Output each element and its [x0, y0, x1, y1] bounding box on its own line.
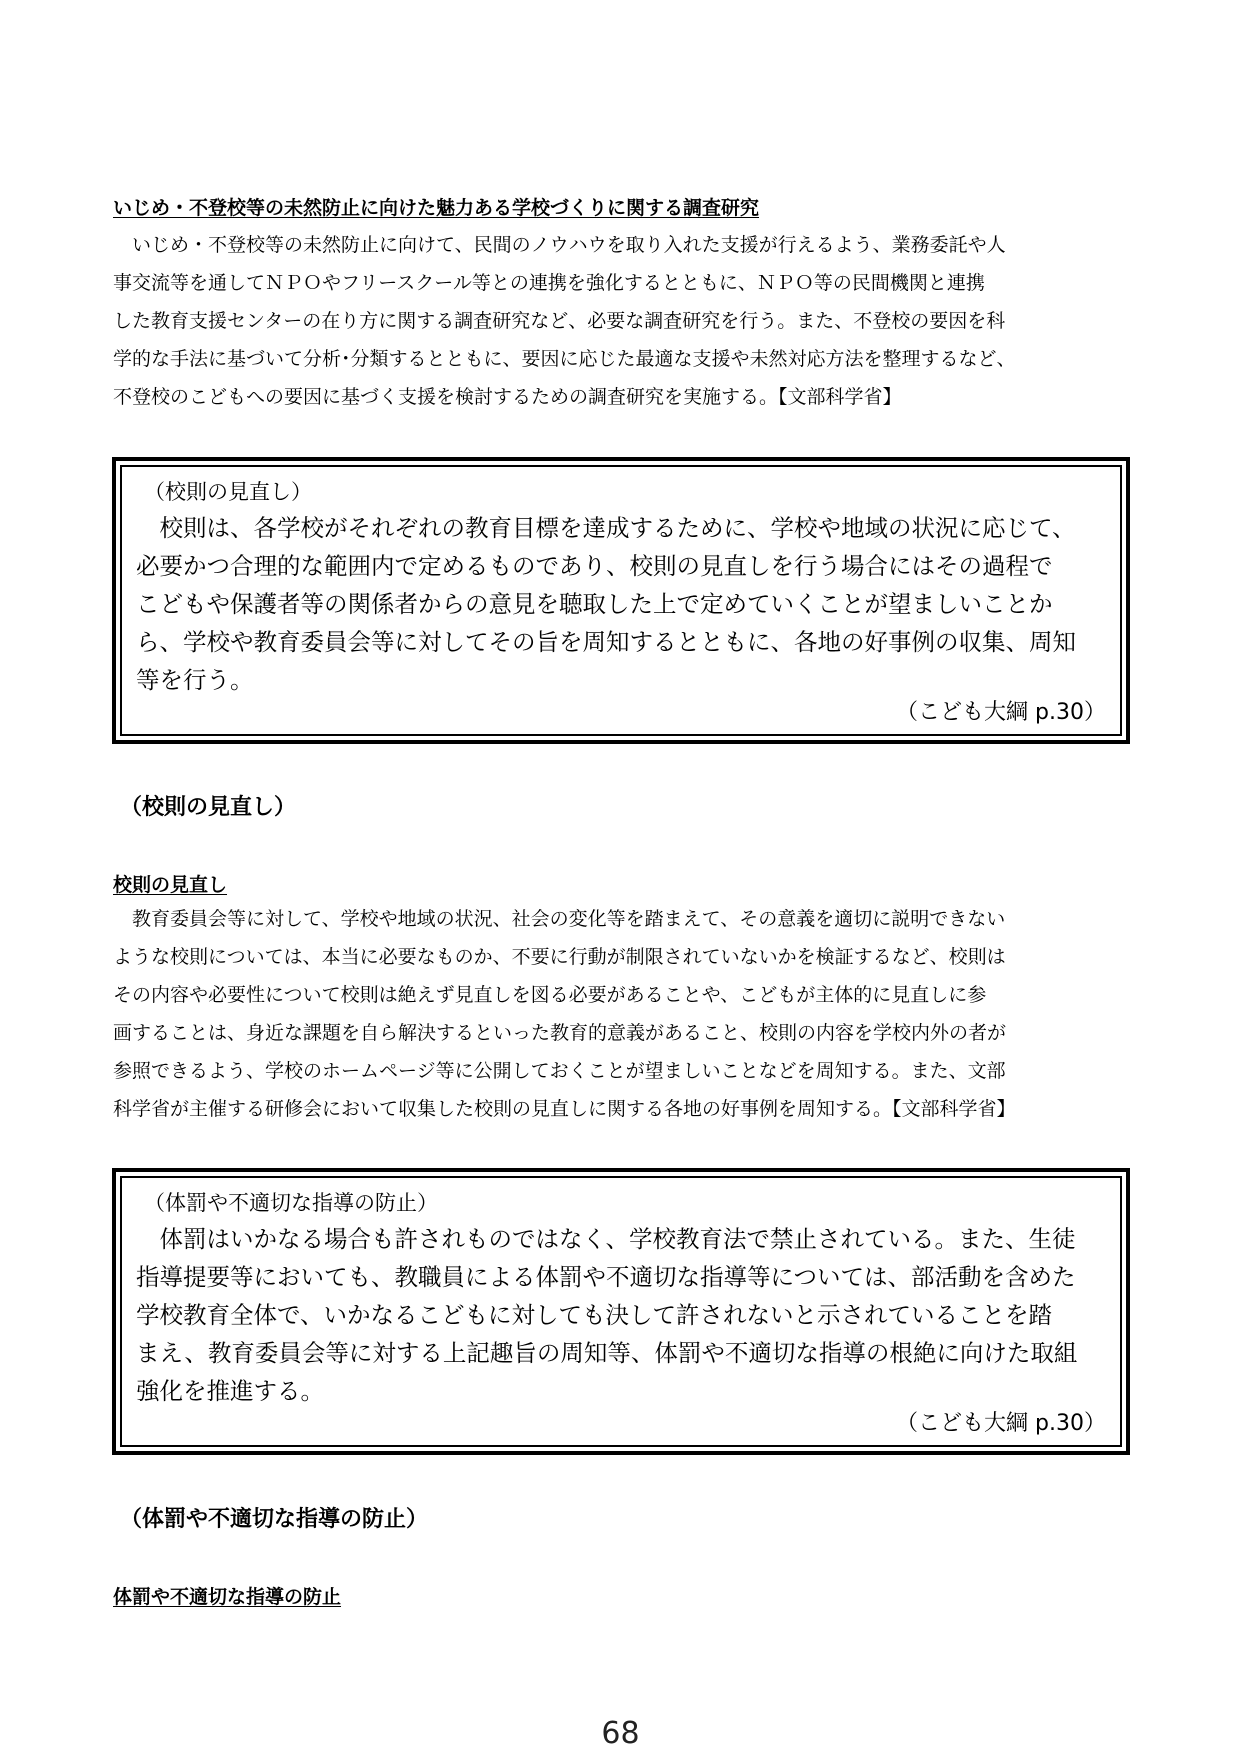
quote-line: ら、学校や教育委員会等に対してその旨を周知するとともに、各地の好事例の収集、周知 [136, 628, 1076, 656]
corporal-punishment-heading: 体罰や不適切な指導の防止 [113, 1586, 342, 1608]
school-rules-quote-box [112, 457, 1130, 744]
school-rules-paragraph [113, 900, 1133, 1128]
paragraph-line: いじめ・不登校等の未然防止に向けて、民間のノウハウを取り入れた支援が行えるよう、業務委託や人 [113, 234, 1006, 256]
quote-line: 強化を推進する。 [136, 1377, 324, 1405]
corporal-punishment-quote-box [112, 1168, 1130, 1455]
quote-box-body [136, 509, 1106, 699]
quote-box-inner [120, 1176, 1122, 1447]
quote-line: 体罰はいかなる場合も許されものではなく、学校教育法で禁止されている。また、生徒 [136, 1225, 1076, 1253]
school-rules-heading: 校則の見直し [113, 874, 228, 896]
quote-box-title: （体罰や不適切な指導の防止） [144, 1191, 438, 1215]
bullying-study-heading: いじめ・不登校等の未然防止に向けた魅力ある学校づくりに関する調査研究 [113, 197, 760, 219]
paragraph-line: その内容や必要性について校則は絶えず見直しを図る必要があることや、こどもが主体的に見直しに参 [113, 984, 987, 1006]
page-number: 68 [601, 1716, 640, 1751]
quote-source: （こども大綱 p.30） [896, 700, 1106, 725]
quote-line: 必要かつ合理的な範囲内で定めるものであり、校則の見直しを行う場合にはその過程で [136, 552, 1053, 580]
paragraph-line: した教育支援センターの在り方に関する調査研究など、必要な調査研究を行う。また、不登校の要因を科 [113, 310, 1006, 332]
paragraph-line: 参照できるよう、学校のホームページ等に公開しておくことが望ましいことなどを周知する。また、文部 [113, 1060, 1006, 1082]
bullying-study-paragraph [113, 226, 1133, 416]
quote-line: まえ、教育委員会等に対する上記趣旨の周知等、体罰や不適切な指導の根絶に向けた取組 [136, 1339, 1078, 1367]
quote-line: 等を行う。 [136, 666, 254, 694]
quote-line: 指導提要等においても、教職員による体罰や不適切な指導等については、部活動を含めた [136, 1263, 1076, 1291]
quote-line: こどもや保護者等の関係者からの意見を聴取した上で定めていくことが望ましいことか [136, 590, 1053, 618]
paragraph-line: 不登校のこどもへの要因に基づく支援を検討するための調査研究を実施する。【文部科学省】 [113, 386, 902, 408]
school-rules-section-title: （校則の見直し） [120, 795, 297, 820]
quote-line: 校則は、各学校がそれぞれの教育目標を達成するために、学校や地域の状況に応じて、 [136, 514, 1076, 542]
quote-box-inner [120, 465, 1122, 736]
paragraph-line: 事交流等を通してＮＰＯやフリースクール等との連携を強化するとともに、ＮＰＯ等の民間機関と連携 [113, 272, 985, 294]
paragraph-line: 画することは、身近な課題を自ら解決するといった教育的意義があること、校則の内容を学校内外の者が [113, 1022, 1007, 1044]
corporal-punishment-section-title: （体罰や不適切な指導の防止） [120, 1507, 429, 1532]
paragraph-line: 科学省が主催する研修会において収集した校則の見直しに関する各地の好事例を周知する。【文部科学省】 [113, 1098, 1016, 1120]
quote-box-body [136, 1220, 1106, 1410]
quote-box-title: （校則の見直し） [144, 480, 312, 504]
quote-line: 学校教育全体で、いかなるこどもに対しても決して許されないと示されていることを踏 [136, 1301, 1053, 1329]
paragraph-line: ような校則については、本当に必要なものか、不要に行動が制限されていないかを検証するなど、校則は [113, 946, 1006, 968]
quote-source: （こども大綱 p.30） [896, 1411, 1106, 1436]
paragraph-line: 教育委員会等に対して、学校や地域の状況、社会の変化等を踏まえて、その意義を適切に説明できない [113, 908, 1006, 930]
paragraph-line: 学的な手法に基づいて分析･分類するとともに、要因に応じた最適な支援や未然対応方法を整理するなど、 [113, 348, 1016, 370]
